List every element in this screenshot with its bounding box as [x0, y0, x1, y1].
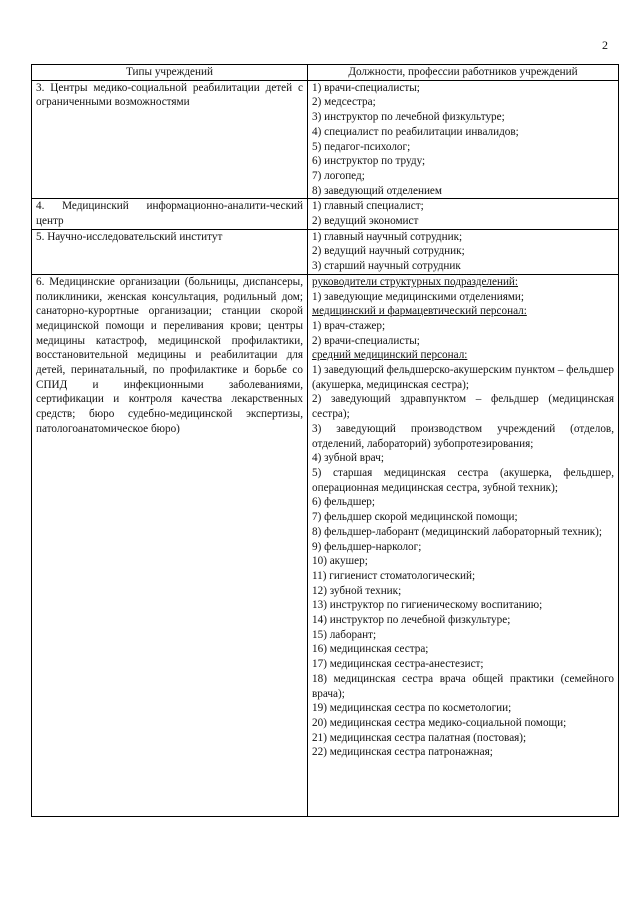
position-item: 7) фельдшер скорой медицинской помощи; [312, 511, 518, 524]
section-heading: медицинский и фармацевтический персонал: [312, 305, 527, 318]
position-item: 11) гигиенист стоматологический; [312, 569, 476, 582]
position-item: 1) главный научный сотрудник; [312, 230, 463, 243]
positions-cell [308, 274, 619, 816]
position-item: 6) фельдшер; [312, 496, 375, 509]
position-item: 14) инструктор по лечебной физкультуре; [312, 614, 511, 627]
institution-type-cell: 6. Медицинские организации (больницы, диспансеры, поликлиники, женская консультация, родильный дом; санаторно-курортные организации; станции скорой медицинской помощи и переливания крови; центры медицины катастроф, медицинской профилактики, восстановительной медицины и реабилитации для детей, перинатальный, по профилактике и борьбе со СПИД и инфекционными заболеваниями, сертификации и контроля качества лекарственных средств; бюро судебно-медицинской экспертизы, патологоанатомическое бюро) [32, 274, 308, 816]
section-heading: руководители структурных подразделений: [312, 275, 519, 288]
positions-cell [308, 229, 619, 274]
position-item: 1) врачи-специалисты; [312, 81, 420, 94]
positions-cell [308, 199, 619, 229]
position-item: 1) заведующие медицинскими отделениями; [312, 290, 525, 303]
position-item: 4) зубной врач; [312, 452, 384, 465]
position-item: 17) медицинская сестра-анестезист; [312, 658, 484, 671]
header-positions: Должности, профессии работников учреждений [308, 65, 619, 81]
page-number: 2 [602, 38, 608, 52]
position-item: 5) старшая медицинская сестра (акушерка, фельдшер, операционная медицинская сестра, зубной техник); [312, 466, 614, 494]
position-item: 2) ведущий научный сотрудник; [312, 245, 465, 258]
table-header-row [32, 65, 619, 81]
position-item: 20) медицинская сестра медико-социальной помощи; [312, 716, 567, 729]
position-item: 5) педагог-психолог; [312, 140, 411, 153]
position-item: 3) старший научный сотрудник [312, 260, 461, 273]
position-item: 18) медицинская сестра врача общей практики (семейного врача); [312, 672, 614, 700]
position-item: 10) акушер; [312, 555, 368, 568]
position-item: 22) медицинская сестра патронажная; [312, 746, 493, 759]
institution-type-cell: 3. Центры медико-социальной реабилитации детей с ограниченными возможностями [32, 80, 308, 199]
position-item: 16) медицинская сестра; [312, 643, 429, 656]
table-row [32, 229, 619, 274]
table-body [32, 80, 619, 816]
position-item: 7) логопед; [312, 169, 365, 182]
section-heading: средний медицинский персонал: [312, 349, 468, 362]
position-item: 8) заведующий отделением [312, 184, 442, 197]
table-row [32, 80, 619, 199]
position-item: 9) фельдшер-нарколог; [312, 540, 422, 553]
position-item: 13) инструктор по гигиеническому воспитанию; [312, 599, 543, 612]
position-item: 21) медицинская сестра палатная (постовая); [312, 731, 527, 744]
position-item: 1) врач-стажер; [312, 319, 386, 332]
position-item: 6) инструктор по труду; [312, 155, 426, 168]
position-item: 2) ведущий экономист [312, 215, 419, 228]
institution-type-cell: 4. Медицинский информационно-аналити-ческий центр [32, 199, 308, 229]
position-item: 4) специалист по реабилитации инвалидов; [312, 125, 519, 138]
position-item: 3) заведующий производством учреждений (отделов, отделений, лабораторий) зубопротезирования; [312, 422, 614, 450]
institution-type-cell: 5. Научно-исследовательский институт [32, 229, 308, 274]
position-item: 1) заведующий фельдшерско-акушерским пунктом – фельдшер (акушерка, медицинская сестра); [312, 364, 614, 391]
position-item: 15) лаборант; [312, 628, 377, 641]
position-item: 12) зубной техник; [312, 584, 402, 597]
position-item: 1) главный специалист; [312, 200, 424, 213]
header-institution-types: Типы учреждений [32, 65, 308, 81]
table-row [32, 199, 619, 229]
position-item: 8) фельдшер-лаборант (медицинский лабораторный техник); [312, 525, 602, 538]
position-item: 2) врачи-специалисты; [312, 334, 420, 347]
institutions-table [31, 64, 619, 817]
position-item: 3) инструктор по лечебной физкультуре; [312, 111, 505, 124]
position-item: 2) заведующий здравпунктом – фельдшер (медицинская сестра); [312, 393, 614, 421]
position-item: 19) медицинская сестра по косметологии; [312, 702, 512, 715]
positions-cell [308, 80, 619, 199]
table-row [32, 274, 619, 816]
position-item: 2) медсестра; [312, 96, 376, 109]
